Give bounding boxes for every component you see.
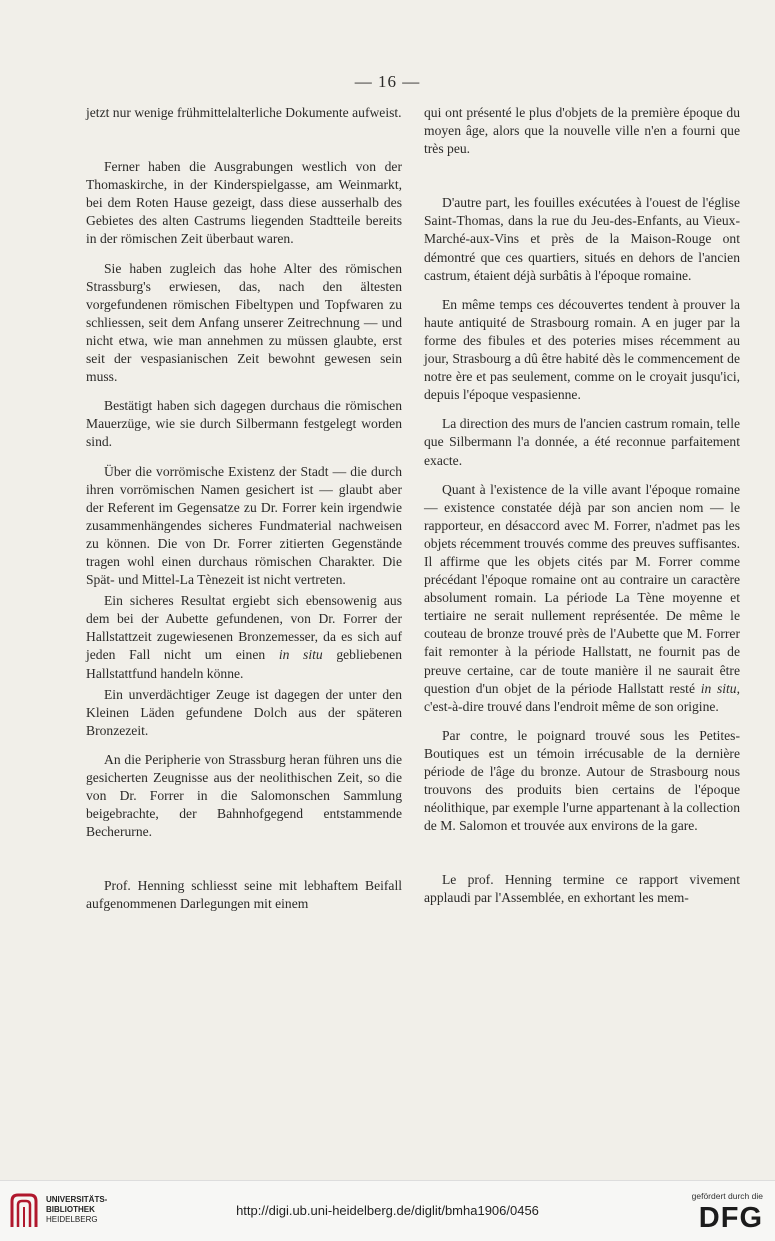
paragraph: An die Peripherie von Strassburg heran führen uns die gesicherten Zeugnisse aus der neolithischen Zeit, so die von Dr. Forrer in die Salomonschen Sammlung beigebrachte, der Bahnhofgegend entstammende Becherurne. — [86, 751, 402, 840]
paragraph: Le prof. Henning termine ce rapport vivement applaudi par l'Assemblée, en exhortant les mem- — [424, 872, 740, 906]
french-text-column — [424, 104, 740, 908]
paragraph: D'autre part, les fouilles exécutées à l'ouest de l'église Saint-Thomas, dans la rue du Jeu-des-Enfants, au Vieux-Marché-aux-Vins et près de la Maison-Rouge ont démontré que ces quartiers, situés en dehors de l'ancien castrum, étaient déjà surbâtis à l'époque romaine. — [424, 195, 740, 283]
dfg-logo: DFG — [698, 1202, 763, 1234]
source-url-link[interactable]: http://digi.ub.uni-heidelberg.de/diglit/bmha1906/0456 — [236, 1203, 539, 1218]
paragraph: Par contre, le poignard trouvé sous les Petites-Boutiques est un témoin irrécusable de la dernière période de l'âge du bronze. Autour de Strasbourg nous trouvons des produits bien certains de l'époque néolithique, par exemple l'urne appartenant à la collection de M. Salomon et trouvée aux environs de la gare. — [424, 727, 740, 834]
paragraph: jetzt nur wenige frühmittelalterliche Dokumente aufweist. — [86, 105, 402, 120]
italic-term: in situ — [278, 647, 323, 663]
paragraph: Über die vorrömische Existenz der Stadt — die durch ihren vorrömischen Namen gesichert ist — glaubt aber der Referent im Gegensatze zu Dr. Forrer kein irgendwie zusammenhängendes sicheres Fundmaterial nachweisen zu können. Die von Dr. Forrer zitierten Gegenstände tragen wohl einen durchaus römischen Charakter. Die Spät- und Mittel-La Tènezeit ist nicht vertreten. — [86, 463, 402, 588]
paragraph: Ein sicheres Resultat ergiebt sich ebensowenig aus dem bei der Aubette gefundenen, von Dr. Forrer der Hallstattzeit zugewiesenen Bronzemesser, da es sich auf jeden Fall nicht um einen in situ gebliebenen Hallstattfund handeln könne. — [86, 593, 402, 681]
paragraph: Quant à l'existence de la ville avant l'époque romaine — existence constatée déjà par son ancien nom — le rapporteur, en désaccord avec M. Forrer, n'admet pas les objets récemment trouvés comme des preuves suffisantes. Il affirme que les objets cités par M. Forrer comme précédant l'époque romaine ont au contraire un caractère absolument romain. La période La Tène moyenne et tertiaire ne serait nullement représentée. De même le couteau de bronze trouvé près de l'Aubette que M. Forrer fait remonter à la période Hallstatt, ne fournit pas de preuve certaine, car de toute manière il ne saurait être question d'un objet de la période Hallstatt resté in situ, c'est-à-dire trouvé dans l'endroit même de son origine. — [424, 481, 740, 714]
page-number: — 16 — — [354, 72, 421, 91]
paragraph: Bestätigt haben sich dagegen durchaus die römischen Mauerzüge, wie sie durch Silbermann festgelegt worden sind. — [86, 398, 402, 450]
library-name: UNIVERSITÄTS- BIBLIOTHEK HEIDELBERG — [46, 1195, 108, 1224]
paragraph: Sie haben zugleich das hohe Alter des römischen Strassburg's erwiesen, das, nach den ältesten vorgefundenen römischen Fibeltypen und Topfwaren zu schliessen, seit dem Anfang unserer Zeitrechnung — und nicht etwa, wie man annehmen zu müssen glaubte, erst seit der vespasianischen Zeit bewohnt gewesen sein muss. — [86, 260, 402, 385]
paragraph: La direction des murs de l'ancien castrum romain, telle que Silbermann l'a donnée, a été reconnue parfaitement exacte. — [424, 416, 741, 468]
funder-label: gefördert durch die — [691, 1191, 763, 1201]
paragraph: En même temps ces découvertes tendent à prouver la haute antiquité de Strasbourg romain. A en juger par la forme des fibules et des poteries mises récemment au jour, Strasbourg a dû être habité dès le commencement de notre ère et pas seulement, comme on le croyait jusqu'ici, depuis l'époque vespasienne. — [424, 296, 740, 403]
paragraph: Ein unverdächtiger Zeuge ist dagegen der unter den Kleinen Läden gefundene Dolch aus der späteren Bronzezeit. — [86, 686, 402, 738]
digitization-footer — [0, 1180, 775, 1241]
paragraph: Ferner haben die Ausgrabungen westlich von der Thomaskirche, in der Kinderspielgasse, am Weinmarkt, bei dem Roten Hause gezeigt, dass diese ausserhalb des Gebietes des alten Castrums liegenden Stadtteile bereits in der römischen Zeit überbaut waren. — [86, 159, 402, 247]
german-text-column — [86, 104, 402, 914]
italic-term: in situ — [700, 680, 737, 696]
paragraph: qui ont présenté le plus d'objets de la première époque du moyen âge, alors que la nouvelle ville n'en a fourni que très peu. — [424, 105, 740, 157]
paragraph: Prof. Henning schliesst seine mit lebhaftem Beifall aufgenommenen Darlegungen mit einem — [86, 878, 402, 912]
